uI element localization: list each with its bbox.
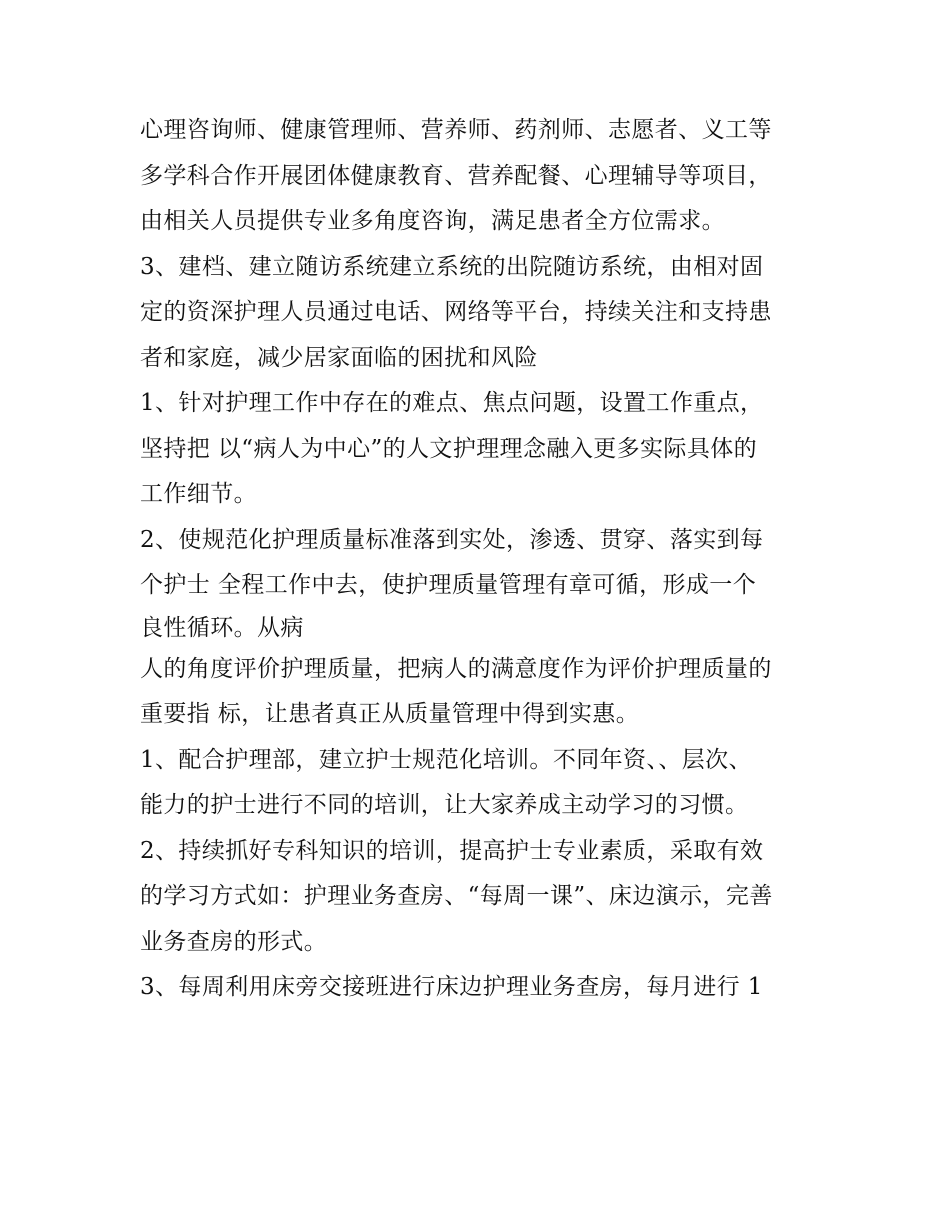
text-line: 3、建档、建立随访系统建立系统的出院随访系统，由相对固 bbox=[140, 253, 764, 280]
text-line: 2、使规范化护理质量标准落到实处，渗透、贯穿、落实到每 bbox=[140, 526, 764, 553]
text-line: 1、配合护理部，建立护士规范化培训。不同年资、、层次、 bbox=[140, 746, 752, 773]
text-line: 多学科合作开展团体健康教育、营养配餐、心理辅导等项目， bbox=[140, 162, 772, 189]
text-line: 工作细节。 bbox=[140, 481, 257, 507]
text-line: 良性循环。从病 bbox=[140, 614, 304, 641]
text-line: 定的资深护理人员通过电话、网络等平台，持续关注和支持患 bbox=[140, 299, 772, 325]
text-line: 由相关人员提供专业多角度咨询，满足患者全方位需求。 bbox=[140, 208, 725, 234]
text-line: 3、每周利用床旁交接班进行床边护理业务查房，每月进行 1 bbox=[140, 974, 763, 1000]
text-line: 心理咨询师、健康管理师、营养师、药剂师、志愿者、义工等 bbox=[140, 117, 772, 143]
text-line: 个护士 全程工作中去，使护理质量管理有章可循，形成一个 bbox=[140, 572, 757, 598]
text-line: 重要指 标，让患者真正从质量管理中得到实惠。 bbox=[140, 701, 640, 727]
text-line: 的学习方式如：护理业务查房、“每周一课”、床边演示，完善 bbox=[140, 883, 773, 909]
text-line: 2、持续抓好专科知识的培训，提高护士专业素质，采取有效 bbox=[140, 837, 764, 864]
text-line: 人的角度评价护理质量，把病人的满意度作为评价护理质量的 bbox=[140, 655, 772, 682]
text-line: 能力的护士进行不同的培训，让大家养成主动学习的习惯。 bbox=[140, 792, 749, 818]
text-line: 业务查房的形式。 bbox=[140, 928, 328, 955]
document-body bbox=[140, 108, 820, 1011]
text-line: 者和家庭，减少居家面临的困扰和风险 bbox=[140, 344, 538, 371]
text-line: 1、针对护理工作中存在的难点、焦点问题，设置工作重点， bbox=[140, 390, 764, 416]
text-line: 坚持把 以“病人为中心”的人文护理理念融入更多实际具体的 bbox=[140, 435, 758, 462]
